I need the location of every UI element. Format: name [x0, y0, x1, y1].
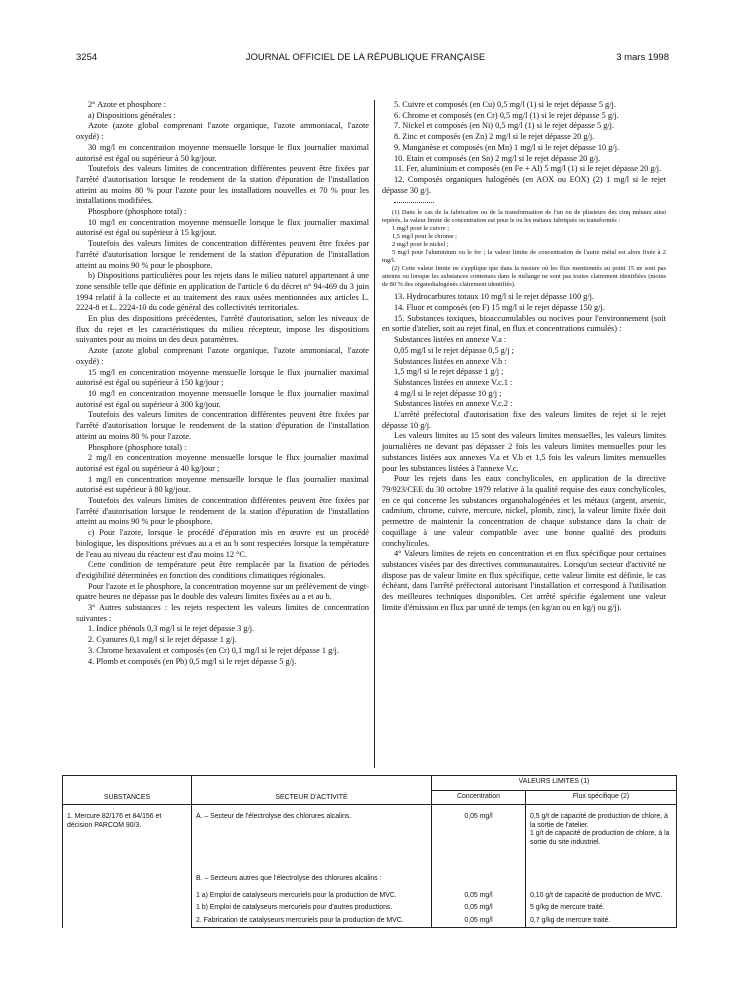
issue-date: 3 mars 1998 — [616, 52, 669, 63]
paragraph: 3. Chrome hexavalent et composés (en Cr) 0,1 mg/l si le rejet dépasse 1 g/j. — [88, 645, 339, 655]
table-row-concentration: 0,05 mg/l — [432, 902, 526, 914]
paragraph: a) Dispositions générales : — [88, 110, 176, 120]
paragraph: 10. Etain et composés (en Sn) 2 mg/l si le rejet dépasse 20 g/j. — [394, 153, 601, 163]
table-row-secteur: B. – Secteurs autres que l'électrolyse des chlorures alcalins : — [192, 863, 432, 885]
paragraph: Les valeurs limites au 15 sont des valeurs limites mensuelles, les valeurs limites journalières ne devant pas dépasser 2 fois les valeurs limites mensuelles pour les substances listées aux annexes V.a et V.b et 1,5 fois les valeurs limites mensuelles pour les substances listées à l'annexe V.c. — [382, 431, 666, 473]
journal-title: JOURNAL OFFICIEL DE LA RÉPUBLIQUE FRANÇAISE — [245, 52, 486, 63]
paragraph: En plus des dispositions précédentes, l'arrêté d'autorisation, selon les niveaux de flux du rejet et les caractéristiques du milieu récepteur, impose les dispositions suivantes pour au moins un des deux paramètres. — [76, 314, 369, 345]
paragraph: 8. Zinc et composés (en Zn) 2 mg/l si le rejet dépasse 20 g/j. — [394, 132, 595, 142]
column-divider — [374, 100, 375, 768]
paragraph: 14. Fluor et composés (en F) 15 mg/l si le rejet dépasse 150 g/j. — [394, 303, 605, 313]
right-column-bottom — [382, 292, 666, 613]
paragraph: 4 mg/l si le rejet dépasse 10 g/j ; — [394, 388, 502, 398]
paragraph: 15. Substances toxiques, bioaccumulables ou nocives pour l'environnement (soit en sortie d'atelier, soit au rejet final, en flux et concentrations cumulés) : — [382, 313, 666, 334]
substance-cell: 1. Mercure 82/176 et 84/156 et décision PARCOM 90/3. — [63, 805, 192, 928]
paragraph: Toutefois des valeurs limites de concentration différentes peuvent être fixées par l'arrêté d'autorisation lorsque le rendement de la station d'épuration de l'installation atteint au moins 90 % pour le phosphore. — [76, 239, 369, 270]
paragraph: 1,5 mg/l si le rejet dépasse 1 g/j ; — [394, 367, 504, 377]
table-row-flux: 0,7 g/kg de mercure traité. — [526, 915, 677, 928]
paragraph: 1 mg/l en concentration moyenne mensuelle lorsque le flux journalier maximal autorisé est supérieur à 80 kg/jour. — [76, 474, 369, 495]
left-column — [76, 100, 369, 667]
paragraph: L'arrêté préfectoral d'autorisation fixe des valeurs limites de rejet si le rejet dépasse 10 g/j. — [382, 410, 666, 430]
paragraph: c) Pour l'azote, lorsque le procédé d'épuration mis en œuvre est un procédé biologique, les dispositions prévues au a et au b sont respectées lorsque la température de l'eau au niveau du réacteur est d'au moins 12 °C. — [76, 528, 369, 559]
footnotes — [382, 209, 666, 289]
paragraph: 12. Composés organiques halogénés (en AOX ou EOX) (2) 1 mg/l si le rejet dépasse 30 g/j. — [382, 174, 666, 195]
paragraph: Toutefois des valeurs limites de concentration différentes peuvent être fixées par l'arrêté d'autorisation lorsque le rendement de la station d'épuration de l'installation atteint au moins 90 % pour le phosphore. — [76, 496, 369, 527]
paragraph: 1. Indice phénols 0,3 mg/l si le rejet dépasse 3 g/j. — [88, 624, 255, 634]
table-row-secteur: 2. Fabrication de catalyseurs mercuriels pour la production de MVC. — [192, 915, 432, 928]
paragraph: Azote (azote global comprenant l'azote organique, l'azote ammoniacal, l'azote oxydé) : — [76, 121, 369, 142]
paragraph: 0,05 mg/l si le rejet dépasse 0,5 g/j ; — [394, 345, 514, 355]
col-header-secteur: SECTEUR D'ACTIVITÉ — [192, 776, 432, 805]
paragraph: Pour l'azote et le phosphore, la concentration moyenne sur un prélèvement de vingt-quatre heures ne dépasse pas le double des valeurs limites fixées au a et au b. — [76, 581, 369, 602]
table-row-secteur: A. – Secteur de l'électrolyse des chlorures alcalins. — [192, 805, 432, 864]
paragraph: b) Dispositions particulières pour les rejets dans le milieu naturel appartenant à une zone sensible telle que définie en application de l'article 6 du décret n° 94-469 du 3 juin 1994 relatif à la collecte et au traitement des eaux usées mentionnées aux articles L. 2224-8 et L. 2224-10 du code général des collectivités territoriales. — [76, 271, 369, 313]
footnote: 2 mg/l pour le nickel ; — [392, 241, 449, 249]
paragraph: Cette condition de température peut être remplacée par la fixation de périodes d'exigibilité déterminées en fonction des conditions climatiques régionales. — [76, 560, 369, 580]
paragraph: 15 mg/l en concentration moyenne mensuelle lorsque le flux journalier maximal autorisé est égal ou supérieur à 150 kg/jour ; — [76, 367, 369, 388]
paragraph: 2. Cyanures 0,1 mg/l si le rejet dépasse 1 g/j. — [88, 635, 237, 645]
paragraph: 30 mg/l en concentration moyenne mensuelle lorsque le flux journalier maximal autorisé est égal ou supérieur à 50 kg/jour. — [76, 142, 369, 163]
paragraph: 4. Plomb et composés (en Pb) 0,5 mg/l si le rejet dépasse 5 g/j. — [88, 656, 297, 666]
page-number: 3254 — [76, 52, 98, 63]
mercury-limits-table — [62, 775, 677, 928]
table-row-flux: 5 g/kg de mercure traité. — [526, 902, 677, 914]
flux-value: 0,5 g/t de capacité de production de chlore, à la sortie de l'atelier. — [530, 813, 668, 829]
paragraph: Phosphore (phosphore total) : — [88, 442, 187, 452]
paragraph: 5. Cuivre et composés (en Cu) 0,5 mg/l (1) si le rejet dépasse 5 g/j. — [394, 100, 616, 109]
right-column — [382, 100, 666, 613]
col-header-flux: Flux spécifique (2) — [526, 790, 677, 805]
col-header-concentration: Concentration — [432, 790, 526, 805]
table-row-concentration: 0,05 mg/l — [432, 805, 526, 864]
paragraph: 10 mg/l en concentration moyenne mensuelle lorsque le flux journalier maximal autorisé est égal ou supérieur à 300 kg/jour. — [76, 388, 369, 409]
paragraph: 11. Fer, aluminium et composés (en Fe + Al) 5 mg/l (1) si le rejet dépasse 20 g/j. — [394, 164, 662, 174]
footnote-separator — [394, 202, 434, 203]
paragraph: 9. Manganèse et composés (en Mn) 1 mg/l si le rejet dépasse 10 g/j. — [394, 142, 620, 152]
table-row-concentration: 0,05 mg/l — [432, 915, 526, 928]
col-header-valeurs: VALEURS LIMITES (1) — [432, 776, 677, 791]
paragraph: 6. Chrome et composés (en Cr) 0,5 mg/l (1) si le rejet dépasse 5 g/j. — [394, 110, 619, 120]
paragraph: Substances listées en annexe V.c.1 : — [394, 377, 513, 387]
paragraph: Pour les rejets dans les eaux conchylicoles, en application de la directive 79/923/CEE du 30 octobre 1979 relative à la qualité requise des eaux conchylicoles, en ce qui concerne les substances organohalogénées et les métaux (argent, arsenic, cadmium, chrome, cuivre, mercure, nickel, plomb, zinc), la valeur limite fixée doit permettre de maintenir la concentration de chaque substance dans la chair de coquillage à une valeur compatible avec une bonne qualité des produits conchylicoles. — [382, 474, 666, 548]
right-column-top — [382, 100, 666, 196]
col-header-substances: SUBSTANCES — [63, 776, 192, 805]
table-row-concentration: 0,05 mg/l — [432, 886, 526, 902]
table-row-secteur: 1 a) Emploi de catalyseurs mercuriels pour la production de MVC. — [192, 886, 432, 902]
paragraph: Substances listées en annexe V.a : — [394, 335, 507, 345]
paragraph: 3° Autres substances : les rejets respectent les valeurs limites de concentration suivantes : — [76, 603, 369, 623]
table-row-flux: 0,10 g/t de capacité de production de MVC. — [526, 886, 677, 902]
paragraph: 13. Hydrocarbures totaux 10 mg/l si le rejet dépasse 100 g/j. — [394, 292, 595, 302]
footnote: 1,5 mg/l pour le chrome ; — [392, 233, 457, 241]
footnote: 5 mg/l pour l'aluminium ou le fer ; la valeur limite de concentration de l'autre métal est alors fixée à 2 mg/l. — [382, 249, 666, 265]
table-row-secteur: 1 b) Emploi de catalyseurs mercuriels pour d'autres productions. — [192, 902, 432, 914]
footnote: (1) Dans le cas de la fabrication ou de la transformation de l'un ou de plusieurs des cinq métaux ainsi repérés, la valeur limite de concentration est pour le ou les métaux fabriqués ou transformés : — [382, 209, 666, 225]
paragraph: Azote (azote global comprenant l'azote organique, l'azote ammoniacal, l'azote oxydé) : — [76, 346, 369, 366]
footnote: (2) Cette valeur limite ne s'applique que dans la mesure où les flux mentionnés au point 15 ne sont pas atteints ou lorsque les substances contenues dans le mélange ne sont pas toutes clairement identifiées (moins de 80 % des organohalogénés clairement identifiés). — [382, 265, 666, 289]
footnote: 1 mg/l pour le cuivre ; — [392, 225, 449, 233]
paragraph: Toutefois des valeurs limites de concentration différentes peuvent être fixées par l'arrêté d'autorisation lorsque le rendement de la station d'épuration de l'installation atteint au moins 80 % pour l'azote. — [76, 410, 369, 441]
paragraph: Toutefois des valeurs limites de concentration différentes peuvent être fixées par l'arrêté d'autorisation lorsque le rendement de la station d'épuration de l'installation atteint au moins 80 % pour l'azote pour les installations nouvelles et 70 % pour les installations modifiées. — [76, 164, 369, 206]
table-row-flux — [526, 805, 677, 864]
paragraph: 7. Nickel et composés (en Ni) 0,5 mg/l (1) si le rejet dépasse 5 g/j. — [394, 121, 615, 131]
flux-value-2: 1 g/t de capacité de production de chlore, à la sortie du site industriel. — [530, 830, 670, 846]
paragraph: 10 mg/l en concentration moyenne mensuelle lorsque le flux journalier maximal autorisé est égal ou supérieur à 15 kg/jour. — [76, 217, 369, 238]
paragraph: 4° Valeurs limites de rejets en concentration et en flux spécifique pour certaines substances visées par des directives communautaires. Lorsqu'un secteur d'activité ne dispose pas de valeur limite en flux spécifique, cette valeur limite est définie, le cas échéant, dans l'arrêté préfectoral autorisant l'installation et correspond à l'utilisation des meilleures techniques disponibles. Cet arrêté spécifie également une valeur limite d'émission en flux par unité de temps (en kg/an ou en kg/j ou g/j). — [382, 549, 666, 612]
paragraph: Substances listées en annexe V.b : — [394, 356, 507, 366]
paragraph: 2 mg/l en concentration moyenne mensuelle lorsque le flux journalier maximal autorisé est égal ou supérieur à 40 kg/jour ; — [76, 453, 369, 473]
paragraph: Substances listées en annexe V.c.2 : — [394, 399, 513, 409]
paragraph: Phosphore (phosphore total) : — [88, 207, 187, 217]
paragraph: 2° Azote et phosphore : — [88, 100, 166, 109]
